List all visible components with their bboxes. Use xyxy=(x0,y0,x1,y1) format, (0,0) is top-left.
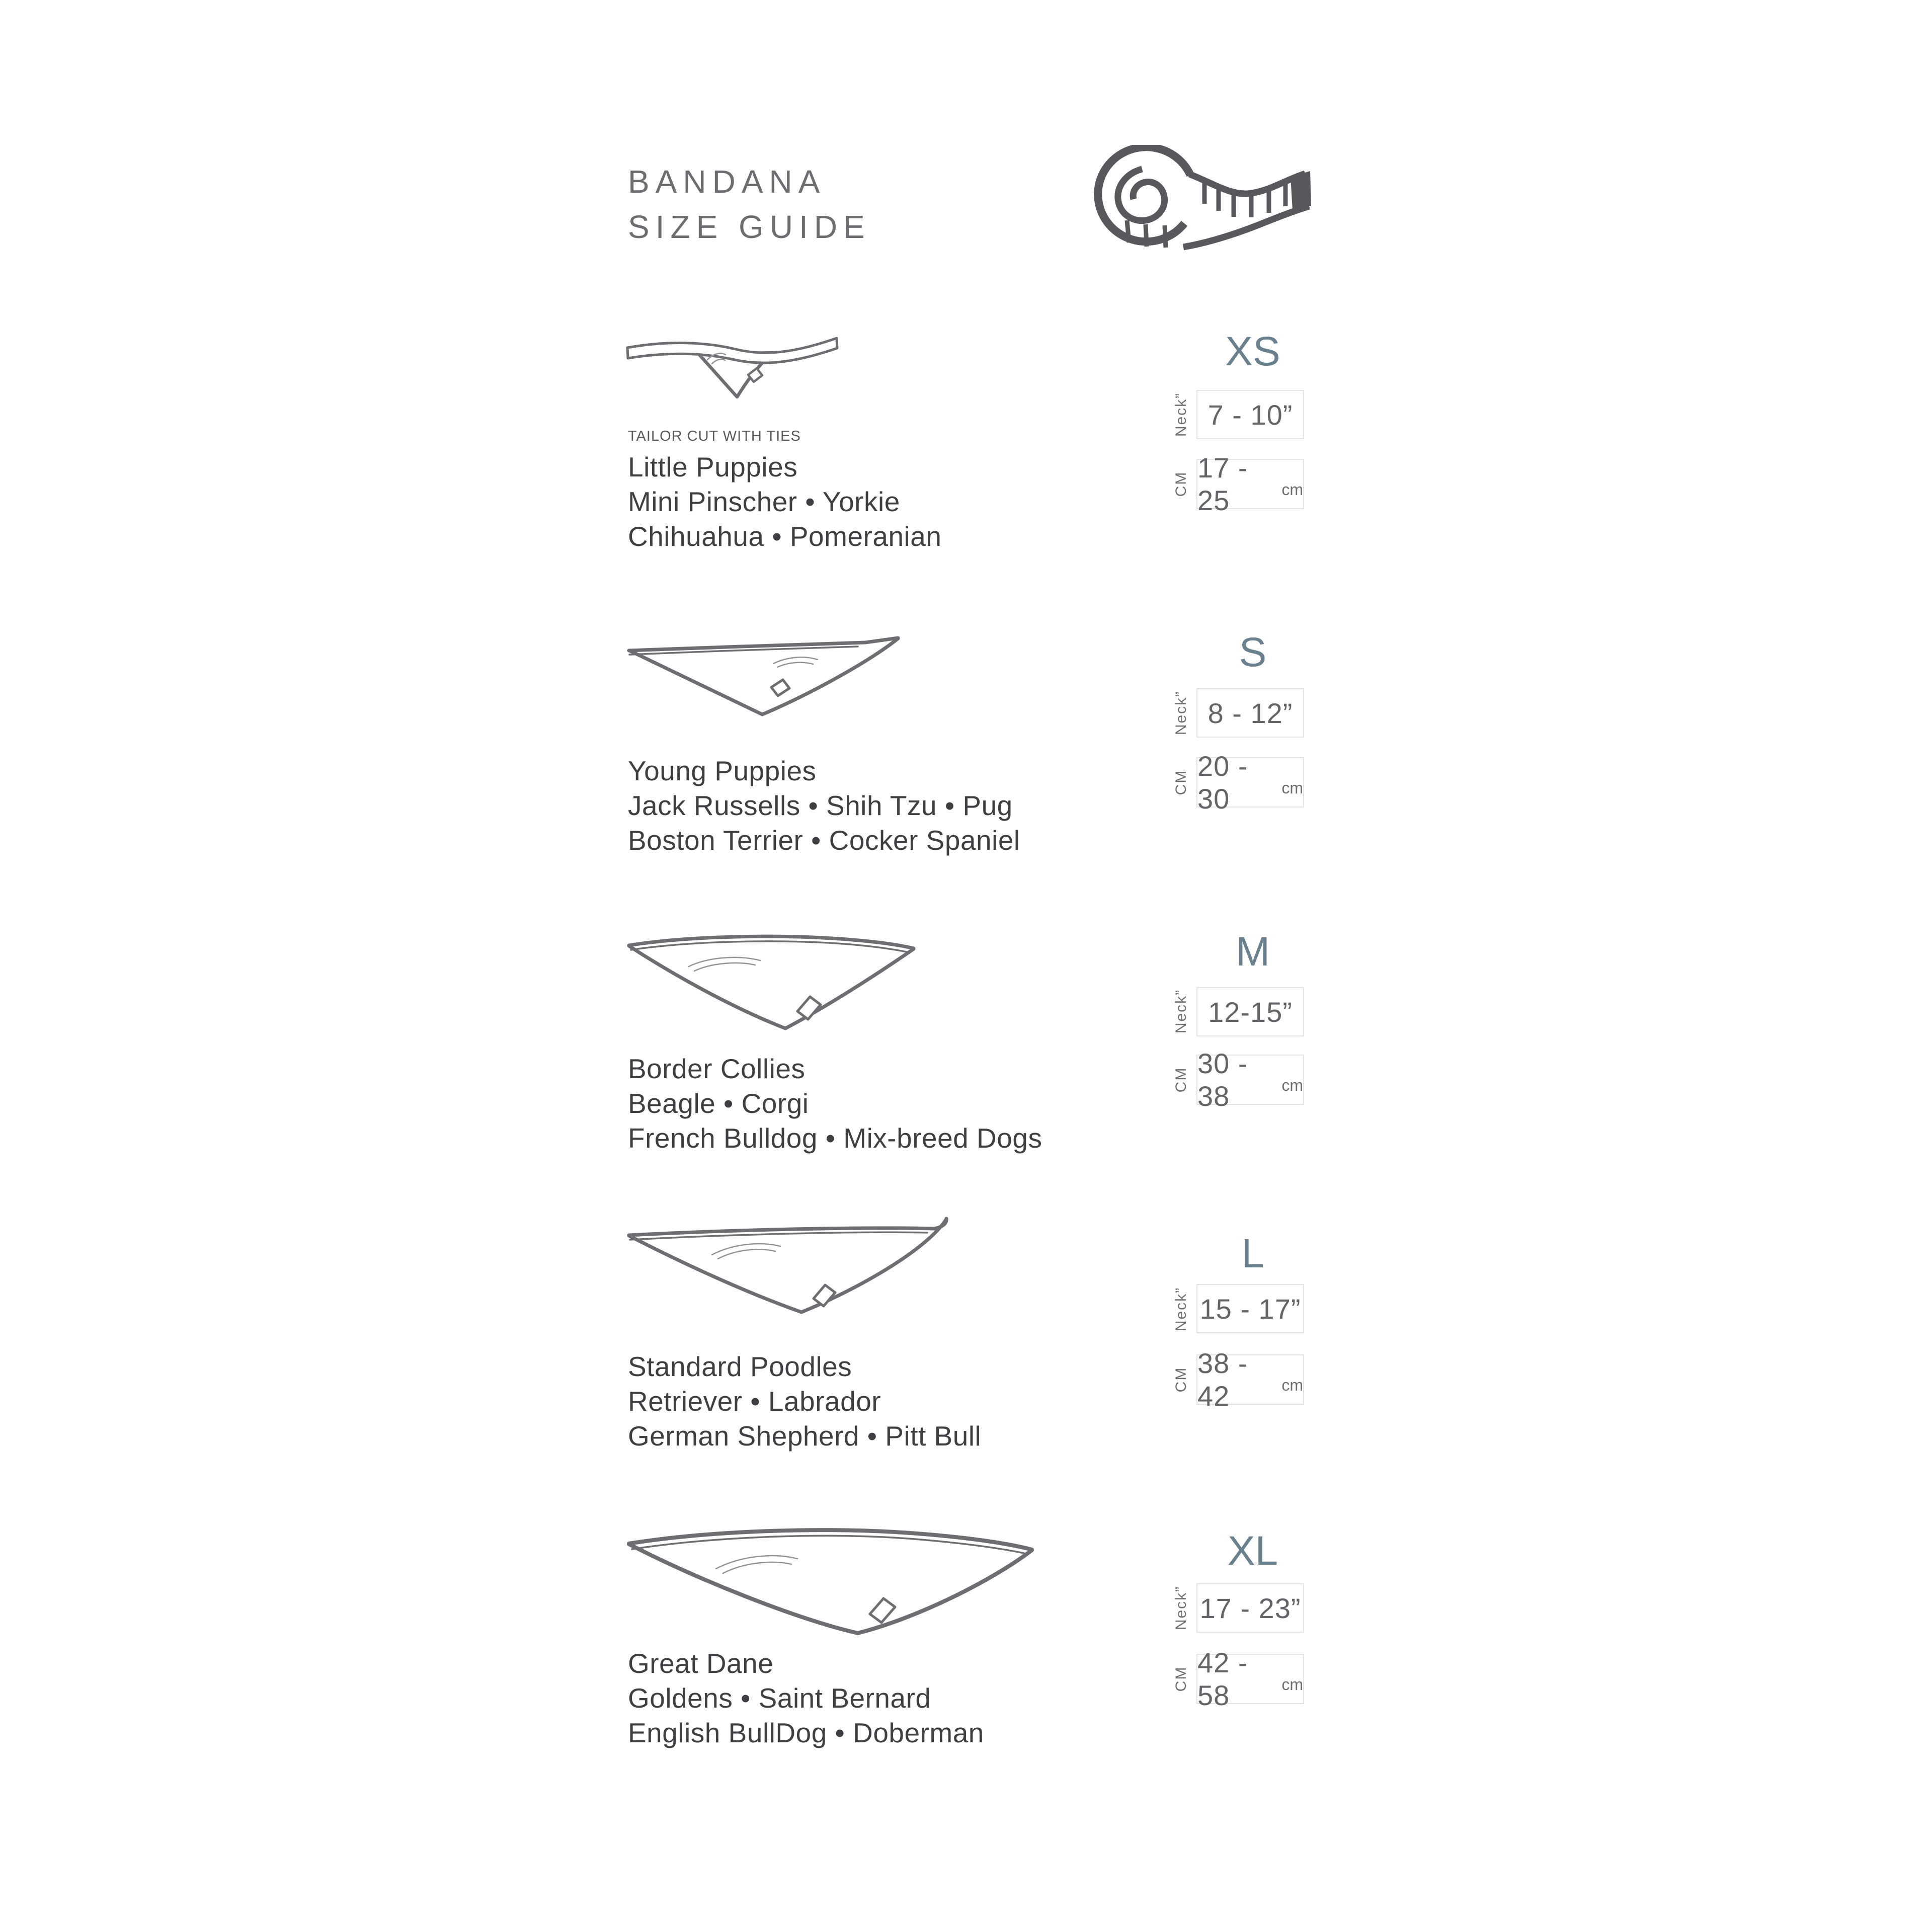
description-xl xyxy=(628,1646,984,1750)
audience-xl: Great Dane xyxy=(628,1648,774,1679)
neck-inches-value-l: 15 - 17” xyxy=(1199,1293,1301,1325)
bandana-illustration-s xyxy=(626,635,903,723)
description-xs xyxy=(628,427,941,554)
size-label-m: M xyxy=(1235,929,1270,975)
neck-cm-box-xl xyxy=(1196,1647,1304,1711)
cut-caption-xs: TAILOR CUT WITH TIES xyxy=(628,428,801,444)
description-m xyxy=(628,1052,1042,1156)
neck-cm-value-xs: 17 - 25 xyxy=(1197,452,1248,516)
audience-m: Border Collies xyxy=(628,1053,806,1084)
neck-cm-value-s: 20 - 30 xyxy=(1197,750,1248,815)
cm-unit-s: cm xyxy=(1281,778,1303,797)
bandana-illustration-xs xyxy=(624,323,840,424)
breeds2-s: Boston Terrier • Cocker Spaniel xyxy=(628,825,1020,856)
breeds2-m: French Bulldog • Mix-breed Dogs xyxy=(628,1122,1042,1154)
bandana-illustration-l xyxy=(626,1217,974,1317)
cm-unit-m: cm xyxy=(1281,1076,1303,1094)
cm-unit-xs: cm xyxy=(1281,480,1303,499)
page-title xyxy=(628,159,871,250)
cm-label-xs: CM xyxy=(1173,471,1189,497)
neck-inches-label-xl: Neck” xyxy=(1173,1585,1189,1631)
neck-cm-box-l xyxy=(1196,1347,1304,1412)
breeds2-xl: English BullDog • Doberman xyxy=(628,1717,984,1748)
neck-cm-value-m: 30 - 38 xyxy=(1197,1048,1248,1112)
cm-label-m: CM xyxy=(1173,1067,1189,1093)
cm-label-s: CM xyxy=(1173,769,1189,795)
neck-inches-label-m: Neck” xyxy=(1173,989,1189,1034)
breeds1-m: Beagle • Corgi xyxy=(628,1088,809,1119)
breeds1-xs: Mini Pinscher • Yorkie xyxy=(628,486,900,517)
breeds2-xs: Chihuahua • Pomeranian xyxy=(628,521,942,552)
neck-cm-box-xs xyxy=(1196,452,1304,516)
breeds1-xl: Goldens • Saint Bernard xyxy=(628,1682,931,1714)
neck-inches-box-xl xyxy=(1196,1583,1304,1633)
breeds1-s: Jack Russells • Shih Tzu • Pug xyxy=(628,790,1013,821)
cm-unit-l: cm xyxy=(1281,1376,1303,1394)
neck-cm-value-l: 38 - 42 xyxy=(1197,1347,1248,1412)
size-label-xs: XS xyxy=(1225,329,1280,374)
neck-inches-value-m: 12-15” xyxy=(1208,996,1293,1028)
neck-inches-box-m xyxy=(1196,987,1304,1036)
description-l xyxy=(628,1349,981,1454)
size-label-l: L xyxy=(1241,1231,1264,1276)
bandana-illustration-m xyxy=(625,932,917,1032)
cm-label-l: CM xyxy=(1173,1366,1189,1393)
size-label-s: S xyxy=(1239,629,1267,675)
neck-inches-box-xs xyxy=(1196,390,1304,439)
neck-inches-label-s: Neck” xyxy=(1173,690,1189,736)
page-title-line1: BANDANA xyxy=(628,164,826,200)
neck-inches-value-s: 8 - 12” xyxy=(1208,697,1293,729)
neck-inches-value-xs: 7 - 10” xyxy=(1208,398,1293,431)
measuring-tape-icon xyxy=(1086,145,1312,261)
description-s xyxy=(628,754,1020,858)
audience-l: Standard Poodles xyxy=(628,1351,852,1382)
audience-xs: Little Puppies xyxy=(628,451,798,482)
neck-inches-box-l xyxy=(1196,1284,1304,1333)
bandana-illustration-xl xyxy=(625,1523,1035,1637)
neck-inches-box-s xyxy=(1196,688,1304,738)
neck-inches-value-xl: 17 - 23” xyxy=(1199,1592,1301,1624)
neck-cm-box-m xyxy=(1196,1048,1304,1112)
neck-inches-label-xs: Neck” xyxy=(1173,392,1189,437)
neck-inches-label-l: Neck” xyxy=(1173,1286,1189,1332)
size-label-xl: XL xyxy=(1227,1528,1278,1574)
neck-cm-value-xl: 42 - 58 xyxy=(1197,1647,1248,1711)
breeds1-l: Retriever • Labrador xyxy=(628,1386,881,1417)
cm-label-xl: CM xyxy=(1173,1666,1189,1692)
breeds2-l: German Shepherd • Pitt Bull xyxy=(628,1420,982,1452)
page-title-line2: SIZE GUIDE xyxy=(628,209,871,245)
audience-s: Young Puppies xyxy=(628,755,817,786)
cm-unit-xl: cm xyxy=(1281,1675,1303,1694)
neck-cm-box-s xyxy=(1196,750,1304,815)
